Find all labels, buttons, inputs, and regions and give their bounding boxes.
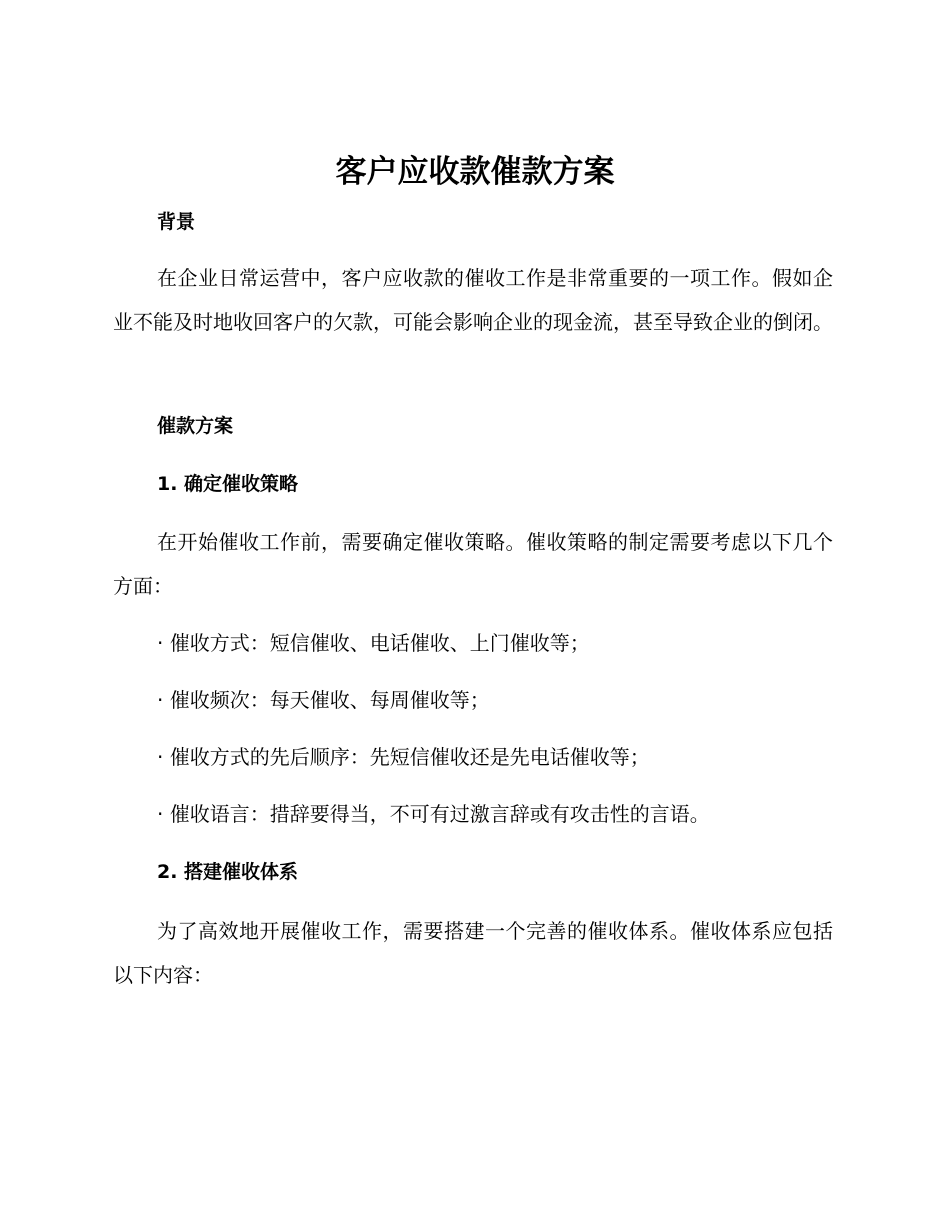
strategy-bullet-order: · 催收方式的先后顺序：先短信催收还是先电话催收等； [157,745,650,769]
document-title: 客户应收款催款方案 [335,154,615,190]
section-heading-system: 2. 搭建催收体系 [157,861,299,883]
section-heading-plan: 催款方案 [157,415,234,437]
section-heading-background: 背景 [157,211,196,233]
strategy-bullet-language: · 催收语言：措辞要得当，不可有过激言辞或有攻击性的言语。 [157,802,710,826]
section-heading-strategy: 1. 确定催收策略 [157,473,299,495]
strategy-paragraph: 在开始催收工作前，需要确定催收策略。催收策略的制定需要考虑以下几个方面： [113,530,833,598]
strategy-bullet-frequency: · 催收频次：每天催收、每周催收等； [157,688,490,712]
strategy-bullet-method: · 催收方式：短信催收、电话催收、上门催收等； [157,631,590,655]
background-paragraph: 在企业日常运营中，客户应收款的催收工作是非常重要的一项工作。假如企业不能及时地收回客户的欠款，可能会影响企业的现金流，甚至导致企业的倒闭。 [113,266,833,334]
system-paragraph: 为了高效地开展催收工作，需要搭建一个完善的催收体系。催收体系应包括以下内容： [113,919,833,987]
